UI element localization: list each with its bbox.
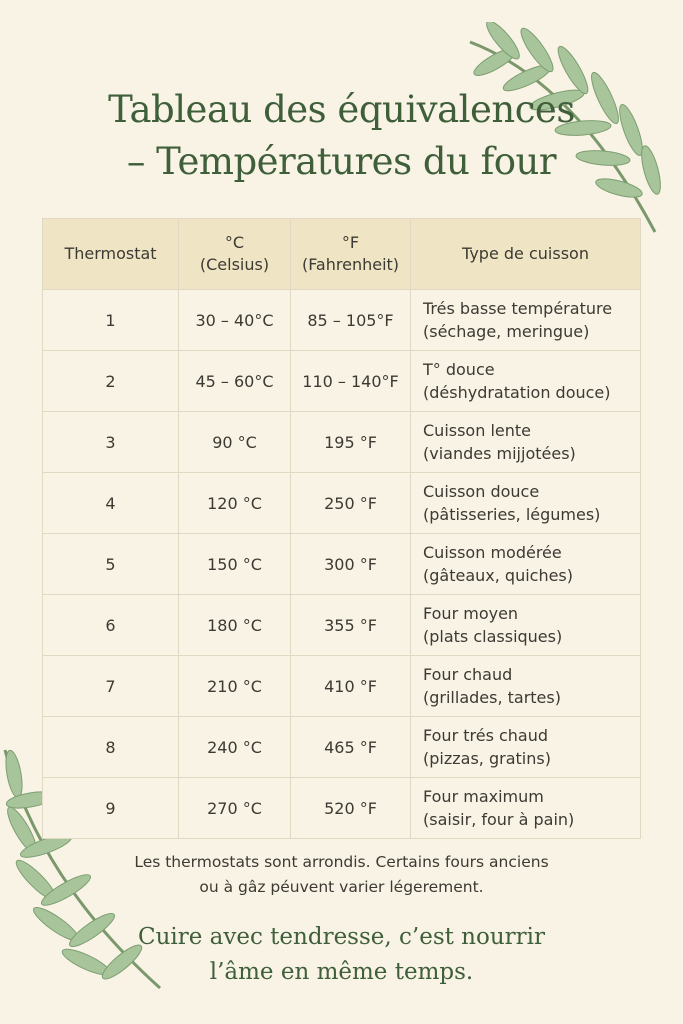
cell-type — [411, 534, 641, 595]
cell-thermostat: 8 — [43, 717, 179, 778]
header-type: Type de cuisson — [411, 219, 641, 290]
cell-celsius: 150 °C — [179, 534, 291, 595]
cell-type-line-2: (pizzas, gratins) — [423, 749, 551, 768]
cell-type-line-2: (grillades, tartes) — [423, 688, 561, 707]
temperature-table — [42, 218, 641, 839]
cell-type-line-1: Cuisson modérée — [423, 543, 562, 562]
cell-fahrenheit: 410 °F — [291, 656, 411, 717]
table-row — [43, 473, 641, 534]
motto-line-1: Cuire avec tendresse, c’est nourrir — [137, 924, 545, 950]
cell-type-line-2: (plats classiques) — [423, 627, 563, 646]
footnote-line-1: Les thermostats sont arrondis. Certains fours anciens — [134, 853, 549, 871]
cell-type — [411, 290, 641, 351]
cell-type — [411, 717, 641, 778]
cell-fahrenheit: 355 °F — [291, 595, 411, 656]
cell-celsius: 240 °C — [179, 717, 291, 778]
header-thermostat: Thermostat — [43, 219, 179, 290]
cell-fahrenheit: 250 °F — [291, 473, 411, 534]
cell-type — [411, 595, 641, 656]
cell-fahrenheit: 520 °F — [291, 778, 411, 839]
title-line-2: – Températures du four — [126, 140, 557, 183]
title-line-1: Tableau des équivalences — [108, 88, 575, 131]
cell-celsius: 90 °C — [179, 412, 291, 473]
cell-type-line-1: Four trés chaud — [423, 726, 549, 745]
cell-thermostat: 7 — [43, 656, 179, 717]
cell-type-line-1: Trés basse température — [423, 299, 613, 318]
cell-thermostat: 6 — [43, 595, 179, 656]
table-row — [43, 351, 641, 412]
cell-celsius: 210 °C — [179, 656, 291, 717]
cell-thermostat: 9 — [43, 778, 179, 839]
cell-celsius: 30 – 40°C — [179, 290, 291, 351]
cell-celsius: 180 °C — [179, 595, 291, 656]
cell-type-line-2: (gâteaux, quiches) — [423, 566, 574, 585]
cell-type-line-1: Four chaud — [423, 665, 513, 684]
table-row — [43, 412, 641, 473]
cell-celsius: 270 °C — [179, 778, 291, 839]
cell-thermostat: 1 — [43, 290, 179, 351]
table-row — [43, 778, 641, 839]
cell-type-line-2: (pâtisseries, légumes) — [423, 505, 601, 524]
header-celsius-symbol: °C — [224, 233, 245, 252]
cell-thermostat: 2 — [43, 351, 179, 412]
cell-type — [411, 778, 641, 839]
cell-fahrenheit: 465 °F — [291, 717, 411, 778]
cell-fahrenheit: 85 – 105°F — [291, 290, 411, 351]
cell-type-line-1: Cuisson douce — [423, 482, 540, 501]
cell-type-line-2: (viandes mijjotées) — [423, 444, 576, 463]
cell-type-line-1: Four moyen — [423, 604, 519, 623]
table-row — [43, 290, 641, 351]
header-celsius-name: (Celsius) — [199, 255, 270, 274]
cell-type-line-2: (saisir, four à pain) — [423, 810, 575, 829]
table-row — [43, 717, 641, 778]
cell-type-line-1: Cuisson lente — [423, 421, 531, 440]
cell-thermostat: 4 — [43, 473, 179, 534]
header-fahrenheit-name: (Fahrenheit) — [301, 255, 400, 274]
cell-celsius: 45 – 60°C — [179, 351, 291, 412]
cell-fahrenheit: 300 °F — [291, 534, 411, 595]
cell-type-line-2: (séchage, meringue) — [423, 322, 590, 341]
cell-type-line-2: (déshydratation douce) — [423, 383, 611, 402]
header-fahrenheit-symbol: °F — [341, 233, 360, 252]
cell-fahrenheit: 110 – 140°F — [291, 351, 411, 412]
motto-line-2: l’âme en même temps. — [209, 959, 474, 985]
header-celsius — [179, 219, 291, 290]
cell-type — [411, 656, 641, 717]
table-row — [43, 656, 641, 717]
motto-quote — [0, 920, 683, 990]
page-title — [0, 84, 683, 188]
cell-type-line-1: T° douce — [423, 360, 495, 379]
cell-type — [411, 351, 641, 412]
cell-thermostat: 3 — [43, 412, 179, 473]
footnote — [90, 850, 593, 900]
footnote-line-2: ou à gâz péuvent varier légerement. — [199, 878, 484, 896]
table-row — [43, 534, 641, 595]
cell-thermostat: 5 — [43, 534, 179, 595]
table-header-row — [43, 219, 641, 290]
cell-type — [411, 412, 641, 473]
cell-type-line-1: Four maximum — [423, 787, 544, 806]
table-row — [43, 595, 641, 656]
cell-celsius: 120 °C — [179, 473, 291, 534]
cell-fahrenheit: 195 °F — [291, 412, 411, 473]
header-fahrenheit — [291, 219, 411, 290]
cell-type — [411, 473, 641, 534]
